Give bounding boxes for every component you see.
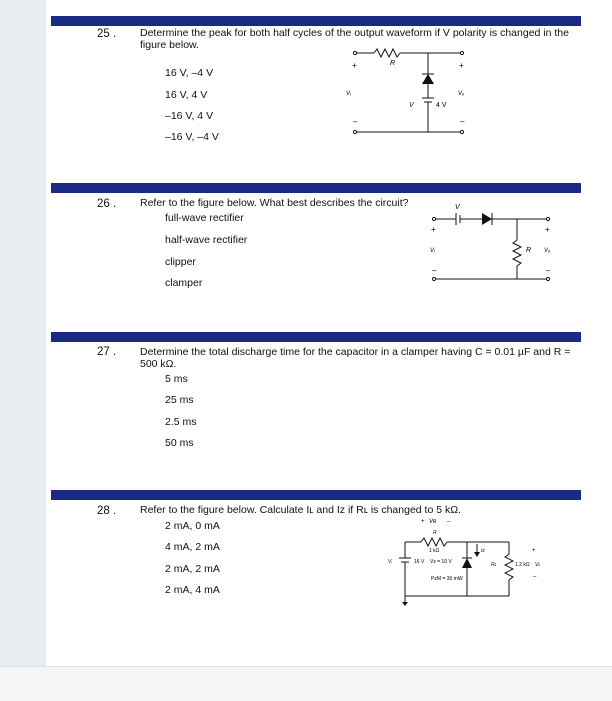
output-plus-label: +: [532, 548, 536, 554]
question-number: 28 .: [97, 505, 117, 517]
load-resistor-value-label: 1.2 kΩ: [515, 562, 530, 568]
output-plus-label: +: [459, 61, 464, 70]
output-minus-label: –: [533, 574, 537, 580]
zener-power-label: PᴢM = 30 mW: [431, 576, 463, 582]
input-plus-label: +: [352, 61, 357, 70]
source-label: V: [455, 204, 460, 211]
input-voltage-label: Vᵢ: [430, 248, 435, 254]
answer-option[interactable]: 25 ms: [165, 394, 194, 406]
output-minus-label: –: [546, 266, 551, 275]
output-voltage-label: Vₒ: [544, 248, 551, 254]
answer-option[interactable]: 2 mA, 0 mA: [165, 520, 220, 532]
question-number: 26 .: [97, 198, 117, 210]
question-text: Refer to the figure below. What best describes the circuit?: [140, 197, 409, 209]
answer-option[interactable]: clamper: [165, 277, 203, 289]
input-minus-label: –: [353, 117, 358, 126]
zener-voltage-label: Vᴢ = 10 V: [430, 559, 452, 565]
answer-option[interactable]: clipper: [165, 256, 196, 268]
battery-value-label: 4 V: [436, 102, 447, 109]
answer-option[interactable]: –16 V, –4 V: [165, 131, 219, 143]
resistor-value-label: 1 kΩ: [429, 548, 440, 554]
footer-band: [0, 666, 612, 701]
answer-option[interactable]: 4 mA, 2 mA: [165, 541, 220, 553]
answer-option[interactable]: full-wave rectifier: [165, 212, 244, 224]
question-divider-bar: [51, 490, 581, 500]
question-divider-bar: [51, 16, 581, 26]
vr-plus-label: +: [421, 519, 425, 525]
load-resistor-label: Rʟ: [491, 562, 497, 568]
question-text: Refer to the figure below. Calculate Iʟ and Iᴢ if Rʟ is changed to 5 kΩ.: [140, 504, 461, 516]
answer-option[interactable]: 2.5 ms: [165, 416, 197, 428]
answer-option[interactable]: 50 ms: [165, 437, 194, 449]
input-voltage-label: Vᵢ: [346, 91, 351, 97]
answer-option[interactable]: 2 mA, 4 mA: [165, 584, 220, 596]
answer-option[interactable]: 5 ms: [165, 373, 188, 385]
input-voltage-label: Vᵢ: [388, 559, 392, 565]
answer-option[interactable]: –16 V, 4 V: [165, 110, 214, 122]
circuit-figure-25: [340, 46, 470, 142]
vr-label: Vʀ: [429, 519, 437, 525]
question-divider-bar: [51, 183, 581, 193]
output-voltage-label: Vₒ: [458, 91, 465, 97]
answer-option[interactable]: 2 mA, 2 mA: [165, 563, 220, 575]
resistor-label: R: [390, 60, 396, 67]
question-number: 27 .: [97, 346, 117, 358]
question-number: 25 .: [97, 28, 117, 40]
question-text: Determine the total discharge time for the capacitor in a clamper having C = 0.01 µF and R = 500 kΩ.: [140, 346, 571, 370]
question-divider-bar: [51, 332, 581, 342]
output-minus-label: –: [460, 117, 465, 126]
circuit-figure-26: [420, 200, 560, 290]
input-plus-label: +: [431, 225, 436, 234]
resistor-label: R: [433, 530, 437, 536]
answer-option[interactable]: 16 V, –4 V: [165, 67, 214, 79]
output-plus-label: +: [545, 225, 550, 234]
source-label: V: [409, 102, 414, 109]
vr-minus-label: –: [447, 519, 451, 525]
resistor-label: R: [526, 247, 532, 254]
source-value-label: 16 V: [414, 559, 425, 565]
circuit-figure-28: [385, 514, 550, 606]
question-text: Determine the peak for both half cycles of the output waveform if V polarity is changed in the figure below.: [140, 27, 569, 51]
zener-current-label: Iᴢ: [481, 548, 485, 554]
input-minus-label: –: [432, 266, 437, 275]
load-voltage-label: Vʟ: [535, 562, 541, 568]
answer-option[interactable]: half-wave rectifier: [165, 234, 248, 246]
answer-option[interactable]: 16 V, 4 V: [165, 89, 208, 101]
